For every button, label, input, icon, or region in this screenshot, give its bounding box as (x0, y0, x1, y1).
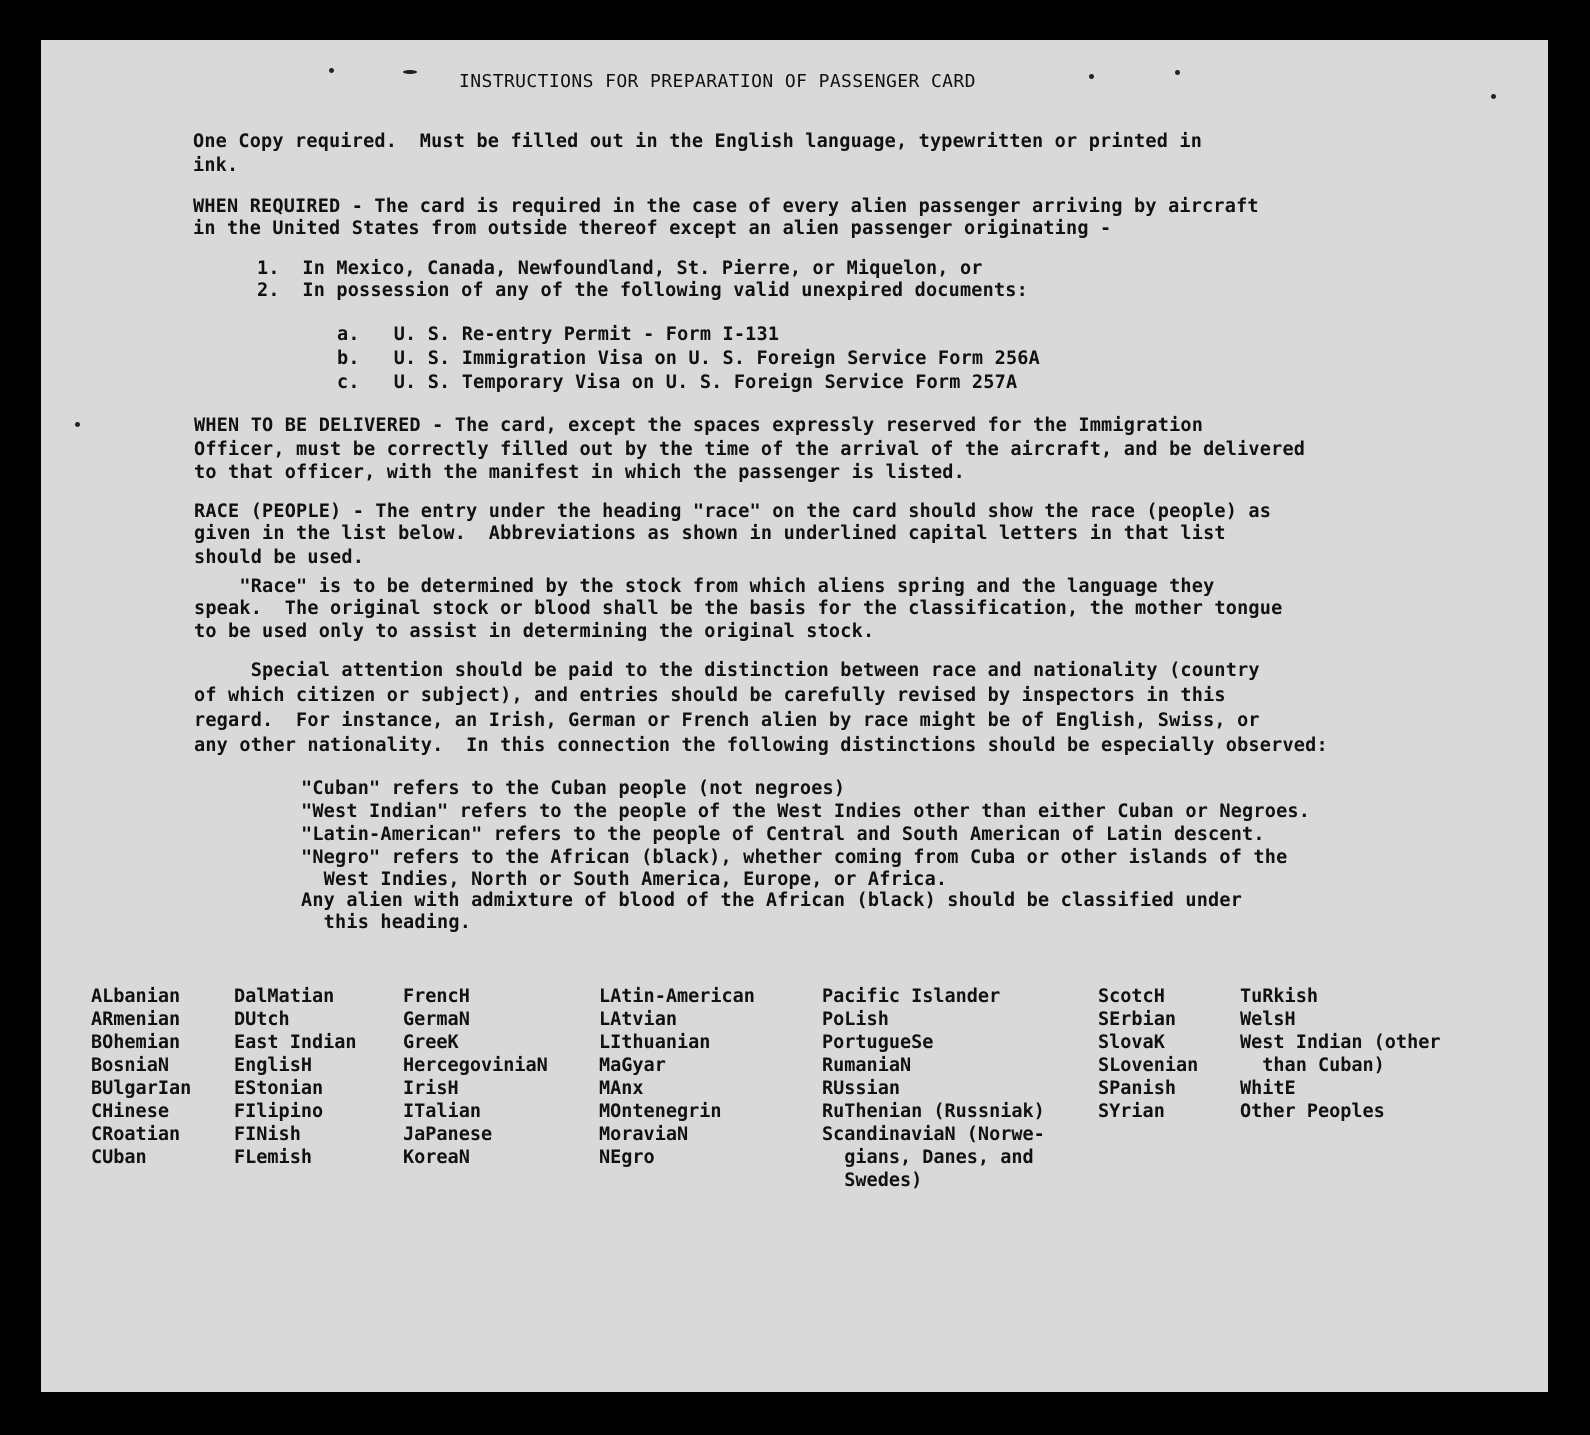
document-page (41, 40, 1548, 1392)
race-item: East Indian (234, 1032, 357, 1053)
race-item: GermaN (403, 1009, 470, 1030)
race-column-7 (1240, 985, 1440, 1123)
race-item: ITalian (403, 1101, 481, 1122)
race-item: KoreaN (403, 1147, 470, 1168)
race-item: Other Peoples (1240, 1101, 1385, 1122)
race-item: gians, Danes, and (822, 1147, 1034, 1168)
race-item: JaPanese (403, 1124, 493, 1145)
race-item: Swedes) (822, 1170, 923, 1191)
race-item: SYrian (1098, 1101, 1165, 1122)
speck (1491, 94, 1496, 99)
race-column-5 (822, 985, 1045, 1192)
race-item: DalMatian (234, 986, 335, 1007)
race-item: HercegoviniaN (403, 1055, 548, 1076)
race-item: BOhemian (91, 1032, 181, 1053)
race-item: BUlgarIan (91, 1078, 192, 1099)
when-required-line-1: WHEN REQUIRED - The card is required in the case of every alien passenger arriving by aircraft (193, 196, 1259, 217)
race-item: SLovenian (1098, 1055, 1199, 1076)
race-column-4 (599, 985, 755, 1169)
distinction-cuban: "Cuban" refers to the Cuban people (not negroes) (301, 778, 846, 799)
race-item: IrisH (403, 1078, 459, 1099)
race-item: BosniaN (91, 1055, 169, 1076)
race-column-1 (91, 985, 191, 1169)
race-item: EStonian (234, 1078, 324, 1099)
race-item: MaGyar (599, 1055, 666, 1076)
distinction-admixture: Any alien with admixture of blood of the African (black) should be classified under (301, 890, 1243, 911)
distinction-negro: "Negro" refers to the African (black), whether coming from Cuba or other islands of the (301, 847, 1288, 868)
race-item: Pacific Islander (822, 986, 1001, 1007)
document-b: b. U. S. Immigration Visa on U. S. Foreign Service Form 256A (337, 348, 1040, 369)
race-item: ScandinaviaN (Norwe- (822, 1124, 1045, 1145)
race-item: West Indian (other (1240, 1032, 1441, 1053)
special-line-4: any other nationality. In this connection the following distinctions should be especially observed: (194, 735, 1328, 756)
race-def-line-1: "Race" is to be determined by the stock from which aliens spring and the language they (194, 576, 1215, 597)
race-item: than Cuban) (1240, 1055, 1385, 1076)
special-line-1: Special attention should be paid to the distinction between race and nationality (country (194, 660, 1260, 681)
race-item: CUban (91, 1147, 147, 1168)
race-item: DUtch (234, 1009, 290, 1030)
race-item: CHinese (91, 1101, 169, 1122)
race-item: ALbanian (91, 986, 181, 1007)
race-item: SErbian (1098, 1009, 1176, 1030)
exception-2: 2. In possession of any of the following valid unexpired documents: (257, 280, 1028, 301)
race-item: FLemish (234, 1147, 312, 1168)
document-c: c. U. S. Temporary Visa on U. S. Foreign Service Form 257A (337, 372, 1018, 393)
race-item: NEgro (599, 1147, 655, 1168)
when-delivered-line-3: to that officer, with the manifest in which the passenger is listed. (194, 462, 965, 483)
race-item: PoLish (822, 1009, 889, 1030)
race-column-3 (403, 985, 548, 1169)
race-item: MAnx (599, 1078, 644, 1099)
speck (1089, 74, 1094, 79)
race-item: FIlipino (234, 1101, 324, 1122)
special-line-3: regard. For instance, an Irish, German or French alien by race might be of English, Swiss, or (194, 710, 1260, 731)
when-delivered-line-2: Officer, must be correctly filled out by the time of the arrival of the aircraft, and be delivered (194, 439, 1306, 460)
exception-1: 1. In Mexico, Canada, Newfoundland, St. Pierre, or Miquelon, or (257, 258, 983, 279)
race-item: MoraviaN (599, 1124, 689, 1145)
intro-line-1: One Copy required. Must be filled out in the English language, typewritten or printed in (193, 131, 1203, 152)
race-item: MOntenegrin (599, 1101, 722, 1122)
race-item: WelsH (1240, 1009, 1296, 1030)
race-item: LAtin-American (599, 986, 755, 1007)
race-item: CRoatian (91, 1124, 181, 1145)
speck (329, 68, 334, 73)
race-item: RuThenian (Russniak) (822, 1101, 1045, 1122)
race-line-2: given in the list below. Abbreviations as shown in underlined capital letters in that list (194, 523, 1226, 544)
when-delivered-line-1: WHEN TO BE DELIVERED - The card, except the spaces expressly reserved for the Immigration (194, 415, 1204, 436)
race-item: TuRkish (1240, 986, 1318, 1007)
race-item: RumaniaN (822, 1055, 912, 1076)
race-item: PortugueSe (822, 1032, 934, 1053)
race-item: LIthuanian (599, 1032, 711, 1053)
document-title: INSTRUCTIONS FOR PREPARATION OF PASSENGER CARD (459, 71, 976, 92)
race-item: FrencH (403, 986, 470, 1007)
special-line-2: of which citizen or subject), and entries should be carefully revised by inspectors in this (194, 685, 1226, 706)
race-column-6 (1098, 985, 1198, 1123)
race-item: WhitE (1240, 1078, 1296, 1099)
race-item: EnglisH (234, 1055, 312, 1076)
distinction-latin-american: "Latin-American" refers to the people of Central and South American of Latin descent. (301, 824, 1265, 845)
race-item: FINish (234, 1124, 301, 1145)
speck (1175, 70, 1180, 75)
race-item: LAtvian (599, 1009, 677, 1030)
race-item: SlovaK (1098, 1032, 1165, 1053)
race-item: GreeK (403, 1032, 459, 1053)
speck (403, 70, 417, 74)
race-def-line-2: speak. The original stock or blood shall be the basis for the classification, the mother tongue (194, 598, 1283, 619)
race-item: ScotcH (1098, 986, 1165, 1007)
document-a: a. U. S. Re-entry Permit - Form I-131 (337, 324, 780, 345)
race-def-line-3: to be used only to assist in determining the original stock. (194, 621, 875, 642)
race-item: ARmenian (91, 1009, 181, 1030)
race-line-1: RACE (PEOPLE) - The entry under the heading "race" on the card should show the race (people) as (194, 501, 1272, 522)
intro-line-2: ink. (193, 155, 239, 176)
race-line-3: should be used. (194, 547, 365, 568)
race-item: RUssian (822, 1078, 900, 1099)
distinction-admixture-cont: this heading. (301, 912, 472, 933)
when-required-line-2: in the United States from outside thereof except an alien passenger originating - (193, 218, 1112, 239)
distinction-negro-cont: West Indies, North or South America, Europe, or Africa. (301, 869, 948, 890)
distinction-west-indian: "West Indian" refers to the people of the West Indies other than either Cuban or Negroes. (301, 801, 1311, 822)
race-item: SPanish (1098, 1078, 1176, 1099)
race-column-2 (234, 985, 357, 1169)
speck (75, 422, 80, 427)
